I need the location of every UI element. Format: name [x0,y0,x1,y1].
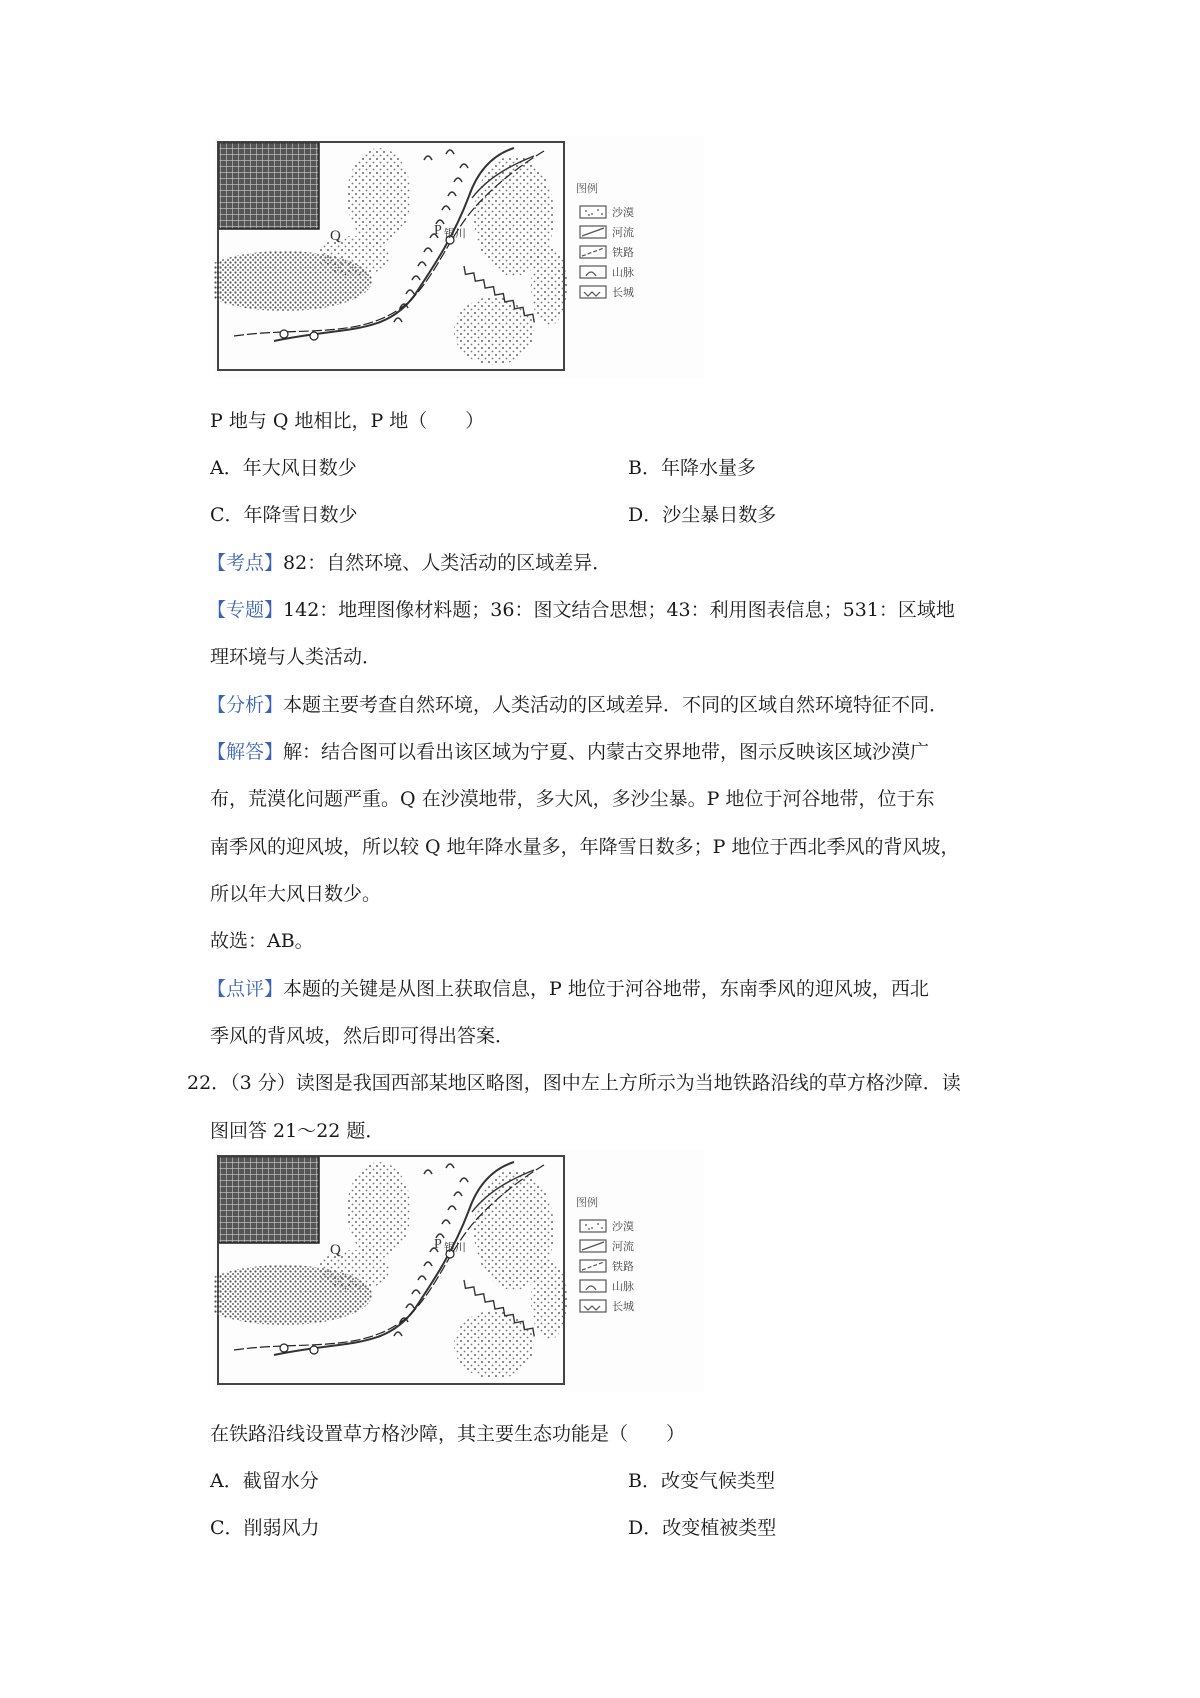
jieda-text-line1: 解：结合图可以看出该区域为宁夏、内蒙古交界地带，图示反映该区域沙漠广 [283,741,930,763]
q21-jieda [207,740,929,764]
q21-option-c: C．年降雪日数少 [210,504,358,526]
q21-zhuanti [207,598,955,622]
region-map-2 [214,1150,704,1392]
legend-item-mountain: 山脉 [612,266,634,279]
q21-option-b: B．年降水量多 [628,457,756,479]
q21-fenxi [207,693,948,717]
q21-dianping [207,977,929,1001]
q22-option-d: D．改变植被类型 [628,1517,777,1539]
map-label-q: Q [330,228,341,244]
map-label-q: Q [330,1242,341,1258]
fenxi-tag: 【分析】 [207,694,284,716]
q21-option-d: D．沙尘暴日数多 [628,504,777,526]
jieda-tag: 【解答】 [207,741,284,763]
q22-intro-line1: 22．（3 分）读图是我国西部某地区略图，图中左上方所示为当地铁路沿线的草方格沙障．读 [187,1072,961,1094]
kaodian-tag: 【考点】 [207,552,284,574]
map-label-p: P [434,1237,442,1252]
map-label-city: 银川 [444,1241,466,1254]
q22-stem: 在铁路沿线设置草方格沙障，其主要生态功能是（ ） [210,1423,686,1445]
q21-option-a: A．年大风日数少 [210,457,357,479]
q22-intro-line2: 图回答 21～22 题． [210,1120,385,1142]
q22-option-c: C．削弱风力 [210,1517,320,1539]
legend-item-mountain: 山脉 [612,1280,634,1293]
q22-option-b: B．改变气候类型 [628,1470,775,1492]
map-label-city: 银川 [444,227,466,240]
legend-item-river: 河流 [612,1240,634,1253]
zhuanti-text-line2: 理环境与人类活动． [210,646,382,668]
zhuanti-tag: 【专题】 [207,599,284,621]
fenxi-text: 本题主要考查自然环境，人类活动的区域差异．不同的区域自然环境特征不同． [283,694,949,716]
legend-title: 图例 [576,1196,598,1209]
dianping-tag: 【点评】 [207,978,284,1000]
region-map-1 [214,136,704,378]
jieda-text-line2: 布，荒漠化问题严重。Q 在沙漠地带，多大风，多沙尘暴。P 地位于河谷地带，位于东 [210,788,935,810]
legend-item-railway: 铁路 [612,246,634,259]
q21-kaodian [207,551,611,575]
q21-answer: 故选：AB。 [210,930,314,952]
map-label-p: P [434,223,442,238]
legend-item-great-wall: 长城 [612,1300,634,1313]
jieda-text-line3: 南季风的迎风坡，所以较 Q 地年降水量多，年降雪日数多；P 地位于西北季风的背风坡， [210,836,960,858]
legend-item-railway: 铁路 [612,1260,634,1273]
legend-title: 图例 [576,182,598,195]
legend-item-great-wall: 长城 [612,286,634,299]
legend-item-desert: 沙漠 [612,1220,634,1233]
q21-stem: P 地与 Q 地相比，P 地（ ） [210,410,485,432]
zhuanti-text-line1: 142：地理图像材料题；36：图文结合思想；43：利用图表信息；531：区域地 [283,599,955,621]
legend-item-river: 河流 [612,226,634,239]
dianping-text-line2: 季风的背风坡，然后即可得出答案． [210,1025,515,1047]
kaodian-text: 82：自然环境、人类活动的区域差异． [283,552,612,574]
jieda-text-line4: 所以年大风日数少。 [210,883,382,905]
legend-item-desert: 沙漠 [612,206,634,219]
dianping-text-line1: 本题的关键是从图上获取信息，P 地位于河谷地带，东南季风的迎风坡，西北 [283,978,929,1000]
q22-option-a: A．截留水分 [210,1470,319,1492]
